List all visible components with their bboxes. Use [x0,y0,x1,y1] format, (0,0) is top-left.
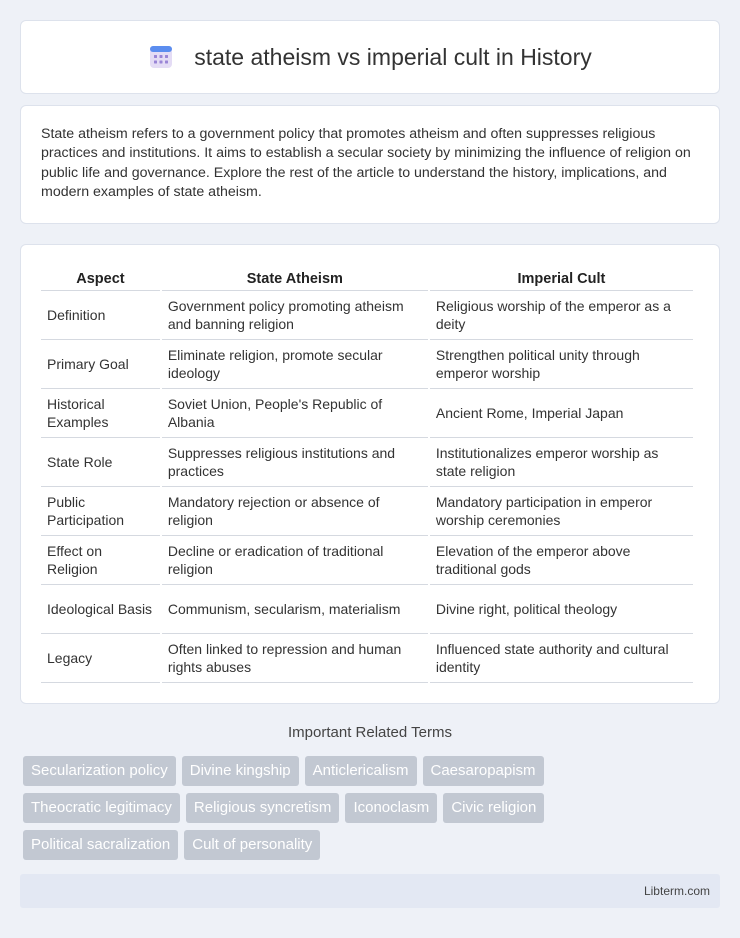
comparison-table [39,263,695,683]
table-cell: Institutionalizes emperor worship as state religion [430,438,693,487]
table-cell: Public Participation [41,487,160,536]
table-row [41,585,693,634]
table-cell: Ideological Basis [41,585,160,634]
table-row [41,340,693,389]
table-row [41,487,693,536]
table-cell: Soviet Union, People's Republic of Albania [162,389,428,438]
table-cell: Strengthen political unity through emperor worship [430,340,693,389]
table-cell: Divine right, political theology [430,585,693,634]
table-cell: Decline or eradication of traditional religion [162,536,428,585]
table-cell: Effect on Religion [41,536,160,585]
related-terms-title: Important Related Terms [288,724,452,741]
page-title: state atheism vs imperial cult in History [194,43,592,70]
table-row [41,291,693,340]
intro-text: State atheism refers to a government policy that promotes atheism and often suppresses religious practices and institutions. It aims to establish a secular society by minimizing the influence of religion on public life and governance. Explore the rest of the article to understand the history, implications, and modern examples of state atheism. [41,126,691,201]
header-card [20,20,720,94]
table-cell: Religious worship of the emperor as a deity [430,291,693,340]
table-cell: Eliminate religion, promote secular ideology [162,340,428,389]
tag-row [23,830,723,860]
column-header-aspect: Aspect [41,263,160,291]
comparison-table-card [20,244,720,704]
table-header-row [41,263,693,291]
table-row [41,536,693,585]
table-cell: Mandatory participation in emperor worship ceremonies [430,487,693,536]
table-cell: Mandatory rejection or absence of religion [162,487,428,536]
table-cell: Communism, secularism, materialism [162,585,428,634]
table-cell: Influenced state authority and cultural identity [430,634,693,683]
related-term-tag[interactable]: Civic religion [443,793,544,823]
table-cell: State Role [41,438,160,487]
table-row [41,389,693,438]
table-cell: Primary Goal [41,340,160,389]
table-cell: Historical Examples [41,389,160,438]
table-row [41,438,693,487]
table-cell: Often linked to repression and human rights abuses [162,634,428,683]
table-cell: Government policy promoting atheism and banning religion [162,291,428,340]
table-cell: Legacy [41,634,160,683]
related-term-tag[interactable]: Caesaropapism [423,756,544,786]
related-term-tag[interactable]: Iconoclasm [345,793,437,823]
tag-row [23,793,723,823]
related-term-tag[interactable]: Political sacralization [23,830,178,860]
table-cell: Elevation of the emperor above traditional gods [430,536,693,585]
table-cell: Definition [41,291,160,340]
related-term-tag[interactable]: Religious syncretism [186,793,340,823]
related-term-tag[interactable]: Secularization policy [23,756,176,786]
intro-card [20,105,720,224]
related-terms-list [23,756,723,867]
table-cell: Ancient Rome, Imperial Japan [430,389,693,438]
related-term-tag[interactable]: Anticlericalism [305,756,417,786]
related-term-tag[interactable]: Divine kingship [182,756,299,786]
footer [20,874,720,908]
column-header-state-atheism: State Atheism [162,263,428,291]
related-term-tag[interactable]: Cult of personality [184,830,320,860]
related-term-tag[interactable]: Theocratic legitimacy [23,793,180,823]
footer-site-link[interactable]: Libterm.com [643,884,710,898]
column-header-imperial-cult: Imperial Cult [430,263,693,291]
table-row [41,634,693,683]
table-cell: Suppresses religious institutions and practices [162,438,428,487]
tag-row [23,756,723,786]
document-icon [148,44,174,70]
